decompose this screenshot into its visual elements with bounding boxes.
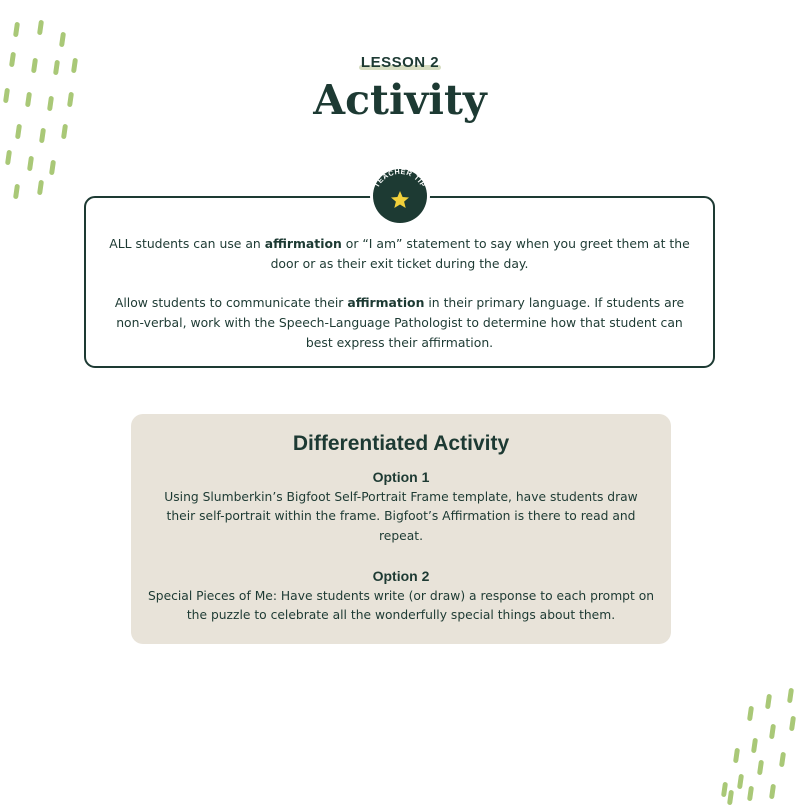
decorative-dash bbox=[13, 184, 20, 200]
decorative-dash bbox=[61, 124, 68, 140]
option-2 bbox=[145, 567, 657, 626]
decorative-dash bbox=[733, 748, 740, 764]
teacher-tip-badge bbox=[366, 165, 434, 227]
option-1 bbox=[145, 468, 657, 546]
option-text: Using Slumberkin’s Bigfoot Self-Portrait Frame template, have students draw their self-portrait within the frame. Bigfoot’s Affirmation is there to read and repeat. bbox=[164, 489, 638, 543]
option-text: Special Pieces of Me: Have students write (or draw) a response to each prompt on the puzzle to celebrate all the wonderfully special things about them. bbox=[147, 588, 655, 622]
decorative-dash bbox=[769, 784, 776, 800]
decorative-dash bbox=[721, 782, 728, 798]
decorative-dash bbox=[787, 688, 794, 704]
option-label: Option 1 bbox=[372, 469, 430, 485]
decorative-dash bbox=[15, 124, 22, 140]
differentiated-activity-panel bbox=[131, 414, 671, 644]
decorative-dash bbox=[37, 20, 44, 36]
decorative-dash bbox=[737, 774, 744, 790]
page-title: Activity bbox=[313, 76, 487, 124]
decorative-dash bbox=[13, 22, 20, 38]
decorative-dash bbox=[779, 752, 786, 768]
lesson-label: LESSON 2 bbox=[360, 54, 440, 71]
differentiated-options bbox=[145, 468, 657, 647]
decorative-dash bbox=[757, 760, 764, 776]
decorative-dash bbox=[769, 724, 776, 740]
teacher-tip-text bbox=[106, 234, 693, 372]
decorative-dash bbox=[727, 790, 734, 805]
decorative-dash bbox=[765, 694, 772, 710]
decorative-dash bbox=[747, 706, 754, 722]
option-label: Option 2 bbox=[372, 568, 430, 584]
tip-emphasis: affirmation bbox=[264, 236, 342, 251]
tip-paragraph-1: ALL students can use an affirmation or “I am” statement to say when you greet them at the door or as their exit ticket during the day. bbox=[109, 236, 690, 271]
decorative-dash bbox=[747, 786, 754, 802]
decorative-dash bbox=[39, 128, 46, 144]
tip-emphasis: affirmation bbox=[347, 295, 425, 310]
lesson-eyebrow bbox=[0, 52, 800, 71]
decorative-dash bbox=[751, 738, 758, 754]
decorative-dash bbox=[59, 32, 66, 48]
teacher-tip-label: TEACHER TIP bbox=[371, 166, 429, 190]
decorative-dash bbox=[49, 160, 56, 176]
decorative-dash bbox=[5, 150, 12, 166]
decorative-dash bbox=[37, 180, 44, 196]
differentiated-activity-title: Differentiated Activity bbox=[292, 432, 510, 455]
decorative-dash bbox=[27, 156, 34, 172]
tip-paragraph-2: Allow students to communicate their affirmation in their primary language. If students are non-verbal, work with the Speech-Language Pathologist to determine how that student can best express their affirmation. bbox=[114, 295, 685, 350]
decorative-dash bbox=[789, 716, 796, 732]
